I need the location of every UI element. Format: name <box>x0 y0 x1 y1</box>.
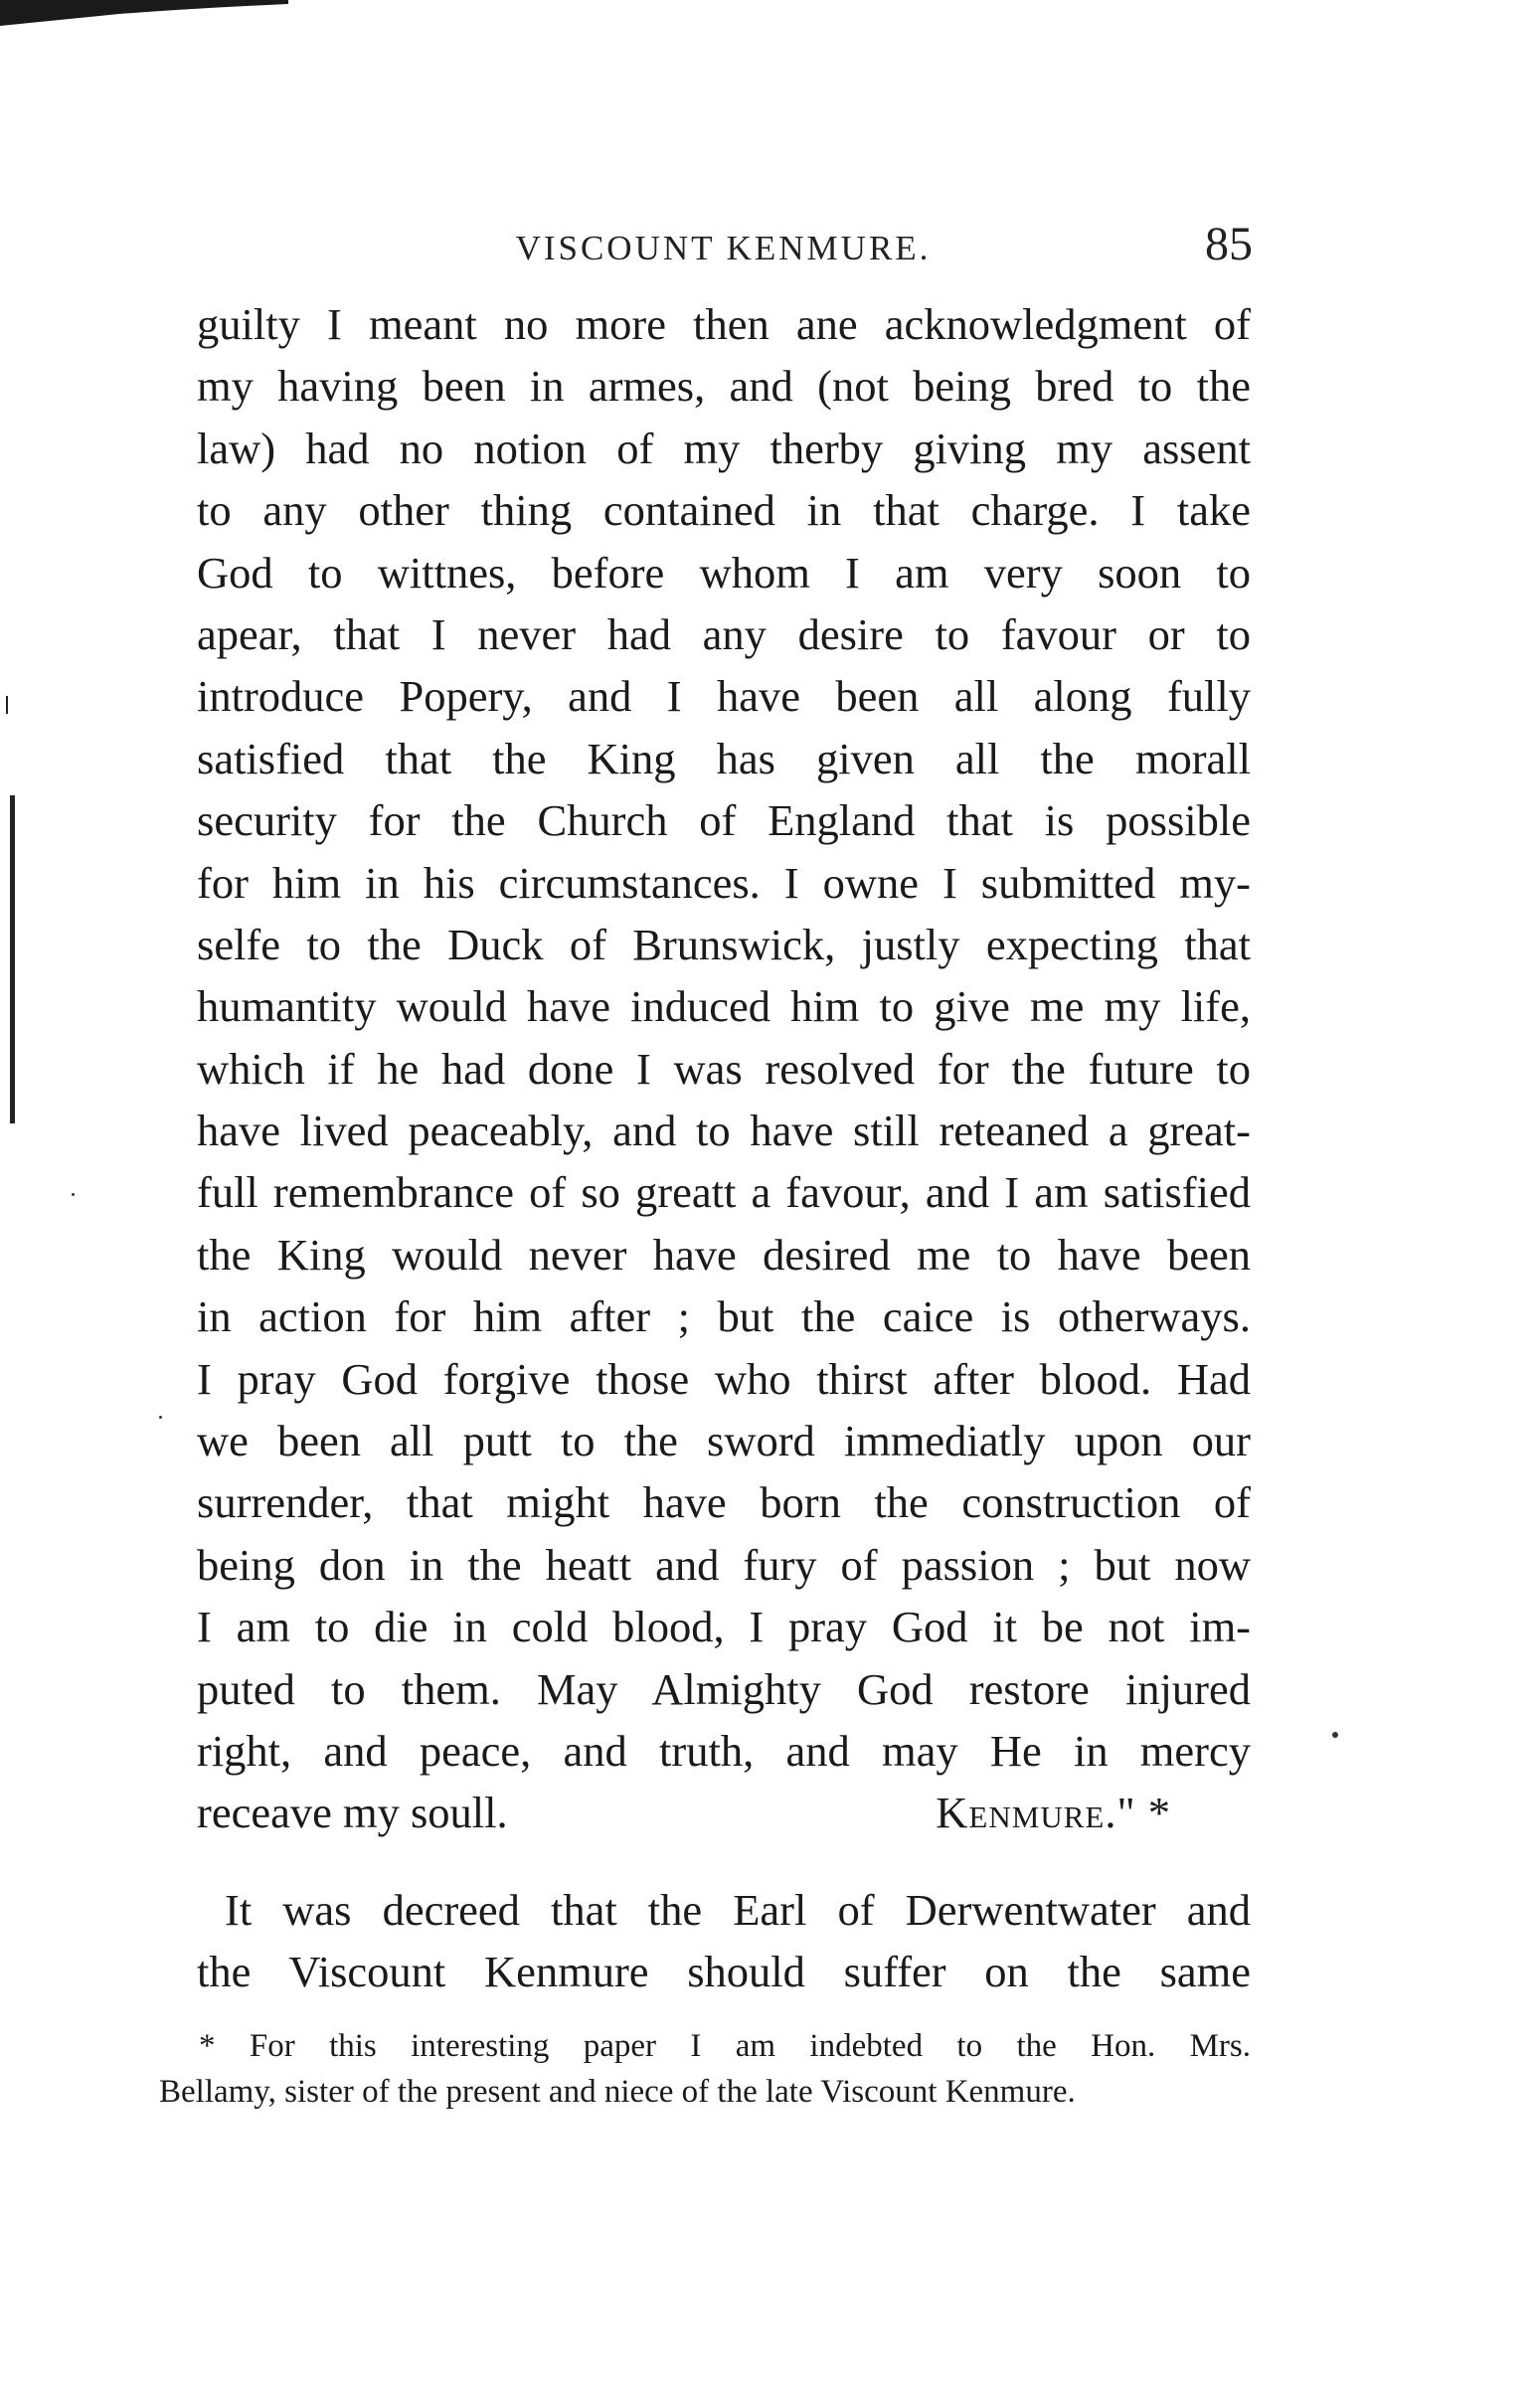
running-head-title: VISCOUNT KENMURE. <box>515 229 932 267</box>
text-line: I pray God forgive those who thirst after blood. Had <box>197 1353 1251 1404</box>
footnote <box>159 2023 1251 2115</box>
text-line: for him in his circumstances. I owne I submitted my- <box>197 857 1251 908</box>
margin-tick-mark <box>6 696 8 714</box>
text-line: to any other thing contained in that charge. I take <box>197 485 1251 536</box>
footnote-line: Bellamy, sister of the present and niece of the late Viscount Kenmure. <box>159 2074 1076 2110</box>
text-line: God to wittnes, before whom I am very soon to <box>197 547 1251 598</box>
text-line: the Viscount Kenmure should suffer on the same <box>197 1947 1251 1997</box>
text-line-final <box>197 1782 1251 1843</box>
text-line: we been all putt to the sword immediatly upon our <box>197 1416 1251 1466</box>
text-line: humantity would have induced him to give me my life, <box>197 981 1251 1032</box>
scan-speck <box>159 1416 162 1419</box>
scan-speck <box>72 1193 75 1196</box>
text-line: have lived peaceably, and to have still reteaned a great- <box>197 1106 1251 1156</box>
text-line: It was decreed that the Earl of Derwentwater and <box>225 1885 1251 1935</box>
signature: Kenmure." * <box>936 1788 1171 1838</box>
text-line: being don in the heatt and fury of passion ; but now <box>197 1539 1251 1590</box>
text-line: I am to die in cold blood, I pray God it be not im- <box>197 1602 1251 1652</box>
text-line: introduce Popery, and I have been all along fully <box>197 671 1251 722</box>
page-number: 85 <box>1205 218 1253 270</box>
text-line: law) had no notion of my therby giving my assent <box>197 423 1251 473</box>
text-line: which if he had done I was resolved for the future to <box>197 1043 1251 1094</box>
text-line: puted to them. May Almighty God restore injured <box>197 1663 1251 1714</box>
text-line: the King would never have desired me to have been <box>197 1229 1251 1280</box>
body-paragraph <box>197 293 1251 1844</box>
scan-smudge <box>0 0 288 28</box>
margin-binding-mark <box>10 795 15 1123</box>
running-head <box>194 211 1253 270</box>
text-line: full remembrance of so greatt a favour, and I am satisfied <box>197 1167 1251 1218</box>
text-line: security for the Church of England that is possible <box>197 795 1251 846</box>
text-line: in action for him after ; but the caice is otherways. <box>197 1291 1251 1342</box>
scan-speck <box>1332 1732 1338 1738</box>
text-line: right, and peace, and truth, and may He in mercy <box>197 1725 1251 1776</box>
closing-text: receave my soull. <box>197 1788 508 1838</box>
text-line: surrender, that might have born the construction of <box>197 1477 1251 1528</box>
text-line: apear, that I never had any desire to favour or to <box>197 608 1251 659</box>
footnote-line: * For this interesting paper I am indebted to the Hon. Mrs. <box>199 2028 1251 2064</box>
text-line: selfe to the Duck of Brunswick, justly expecting that <box>197 919 1251 969</box>
text-line: satisfied that the King has given all the morall <box>197 733 1251 783</box>
body-paragraph-2 <box>197 1879 1251 2003</box>
text-line: guilty I meant no more then ane acknowledgment of <box>197 299 1251 349</box>
text-line: my having been in armes, and (not being bred to the <box>197 361 1251 412</box>
